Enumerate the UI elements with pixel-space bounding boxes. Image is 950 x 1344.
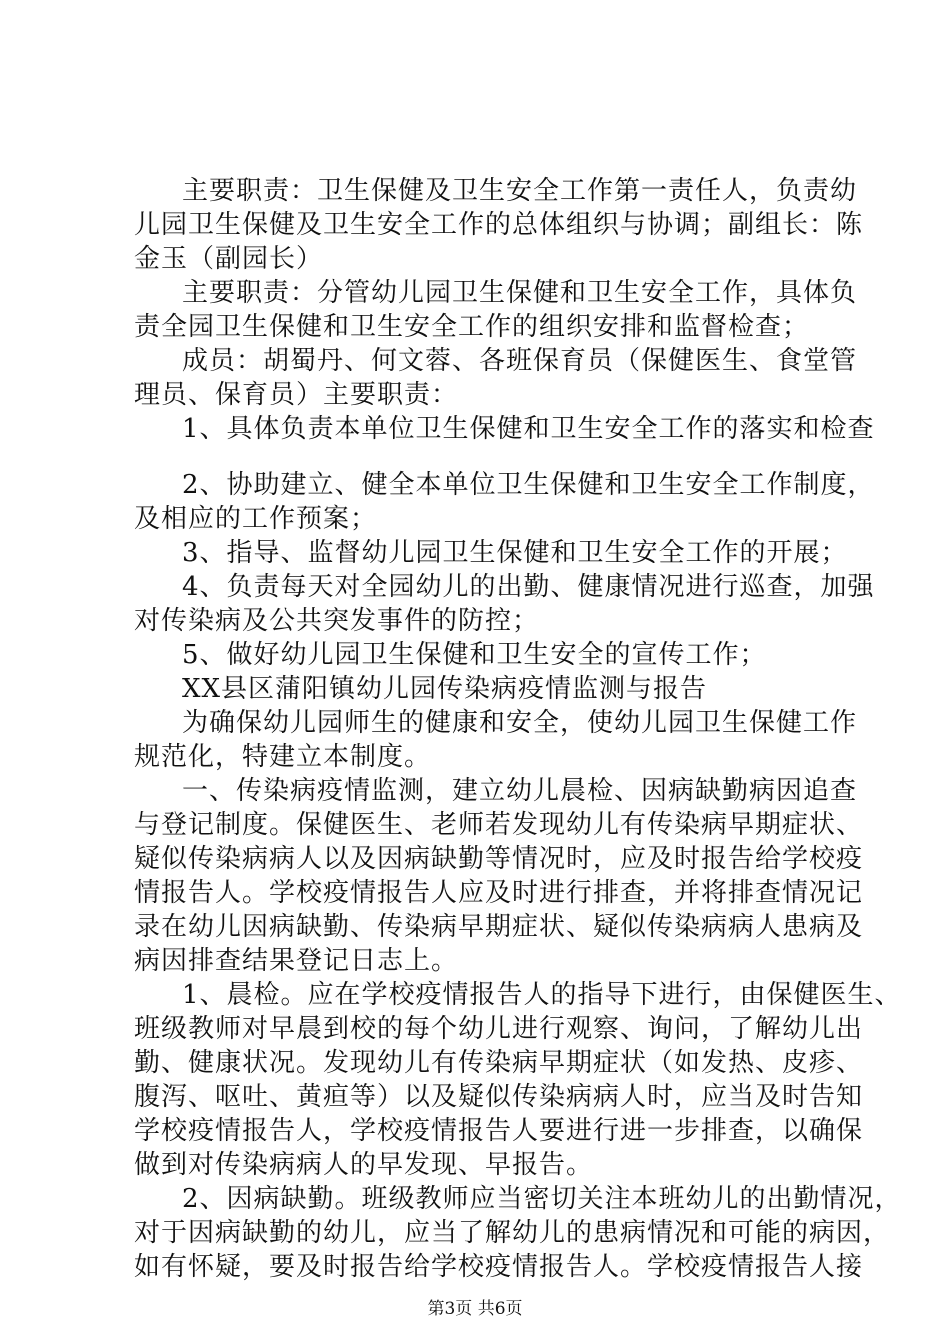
- text-line: 责全园卫生保健和卫生安全工作的组织安排和监督检查；: [134, 312, 810, 342]
- text-line: 儿园卫生保健及卫生安全工作的总体组织与协调；副组长：陈: [134, 210, 864, 240]
- text-line: 对于因病缺勤的幼儿，应当了解幼儿的患病情况和可能的病因，: [134, 1218, 891, 1248]
- text-line: 一、传染病疫情监测，建立幼儿晨检、因病缺勤病因追查: [182, 776, 858, 806]
- text-line: 理员、保育员）主要职责：: [134, 380, 459, 410]
- text-line: 情报告人。学校疫情报告人应及时进行排查，并将排查情况记: [134, 878, 864, 908]
- text-line: 勤、健康状况。发现幼儿有传染病早期症状（如发热、皮疹、: [134, 1048, 864, 1078]
- text-line: 如有怀疑，要及时报告给学校疫情报告人。学校疫情报告人接: [134, 1252, 864, 1282]
- text-line: 对传染病及公共突发事件的防控；: [134, 606, 540, 636]
- text-line: 为确保幼儿园师生的健康和安全，使幼儿园卫生保健工作: [182, 708, 858, 738]
- section-title: XX县区蒲阳镇幼儿园传染病疫情监测与报告: [182, 674, 708, 704]
- text-line: 主要职责：分管幼儿园卫生保健和卫生安全工作，具体负: [182, 278, 858, 308]
- text-line: 3、指导、监督幼儿园卫生保健和卫生安全工作的开展；: [182, 538, 848, 568]
- text-line: 及相应的工作预案；: [134, 504, 378, 534]
- text-line: 成员：胡蜀丹、何文蓉、各班保育员（保健医生、食堂管: [182, 346, 858, 376]
- text-line: 金玉（副园长）: [134, 244, 324, 274]
- text-line: 规范化，特建立本制度。: [134, 742, 432, 772]
- text-line: 5、做好幼儿园卫生保健和卫生安全的宣传工作；: [182, 640, 767, 670]
- text-line: 做到对传染病病人的早发现、早报告。: [134, 1150, 594, 1180]
- text-line: 主要职责：卫生保健及卫生安全工作第一责任人，负责幼: [182, 176, 858, 206]
- text-line: 2、协助建立、健全本单位卫生保健和卫生安全工作制度，: [182, 470, 875, 500]
- text-line: 腹泻、呕吐、黄疸等）以及疑似传染病病人时，应当及时告知: [134, 1082, 864, 1112]
- text-line: 1、具体负责本单位卫生保健和卫生安全工作的落实和检查: [182, 414, 875, 444]
- text-line: 4、负责每天对全园幼儿的出勤、健康情况进行巡查，加强: [182, 572, 875, 602]
- text-line: 学校疫情报告人，学校疫情报告人要进行进一步排查，以确保: [134, 1116, 864, 1146]
- text-line: 2、因病缺勤。班级教师应当密切关注本班幼儿的出勤情况，: [182, 1184, 902, 1214]
- text-line: 1、晨检。应在学校疫情报告人的指导下进行，由保健医生、: [182, 980, 902, 1010]
- text-line: 病因排查结果登记日志上。: [134, 946, 459, 976]
- text-line: 录在幼儿因病缺勤、传染病早期症状、疑似传染病病人患病及: [134, 912, 864, 942]
- text-line: 疑似传染病病人以及因病缺勤等情况时，应及时报告给学校疫: [134, 844, 864, 874]
- text-line: 班级教师对早晨到校的每个幼儿进行观察、询问，了解幼儿出: [134, 1014, 864, 1044]
- page-number: 第3页 共6页: [427, 1299, 523, 1319]
- text-line: 与登记制度。保健医生、老师若发现幼儿有传染病早期症状、: [134, 810, 864, 840]
